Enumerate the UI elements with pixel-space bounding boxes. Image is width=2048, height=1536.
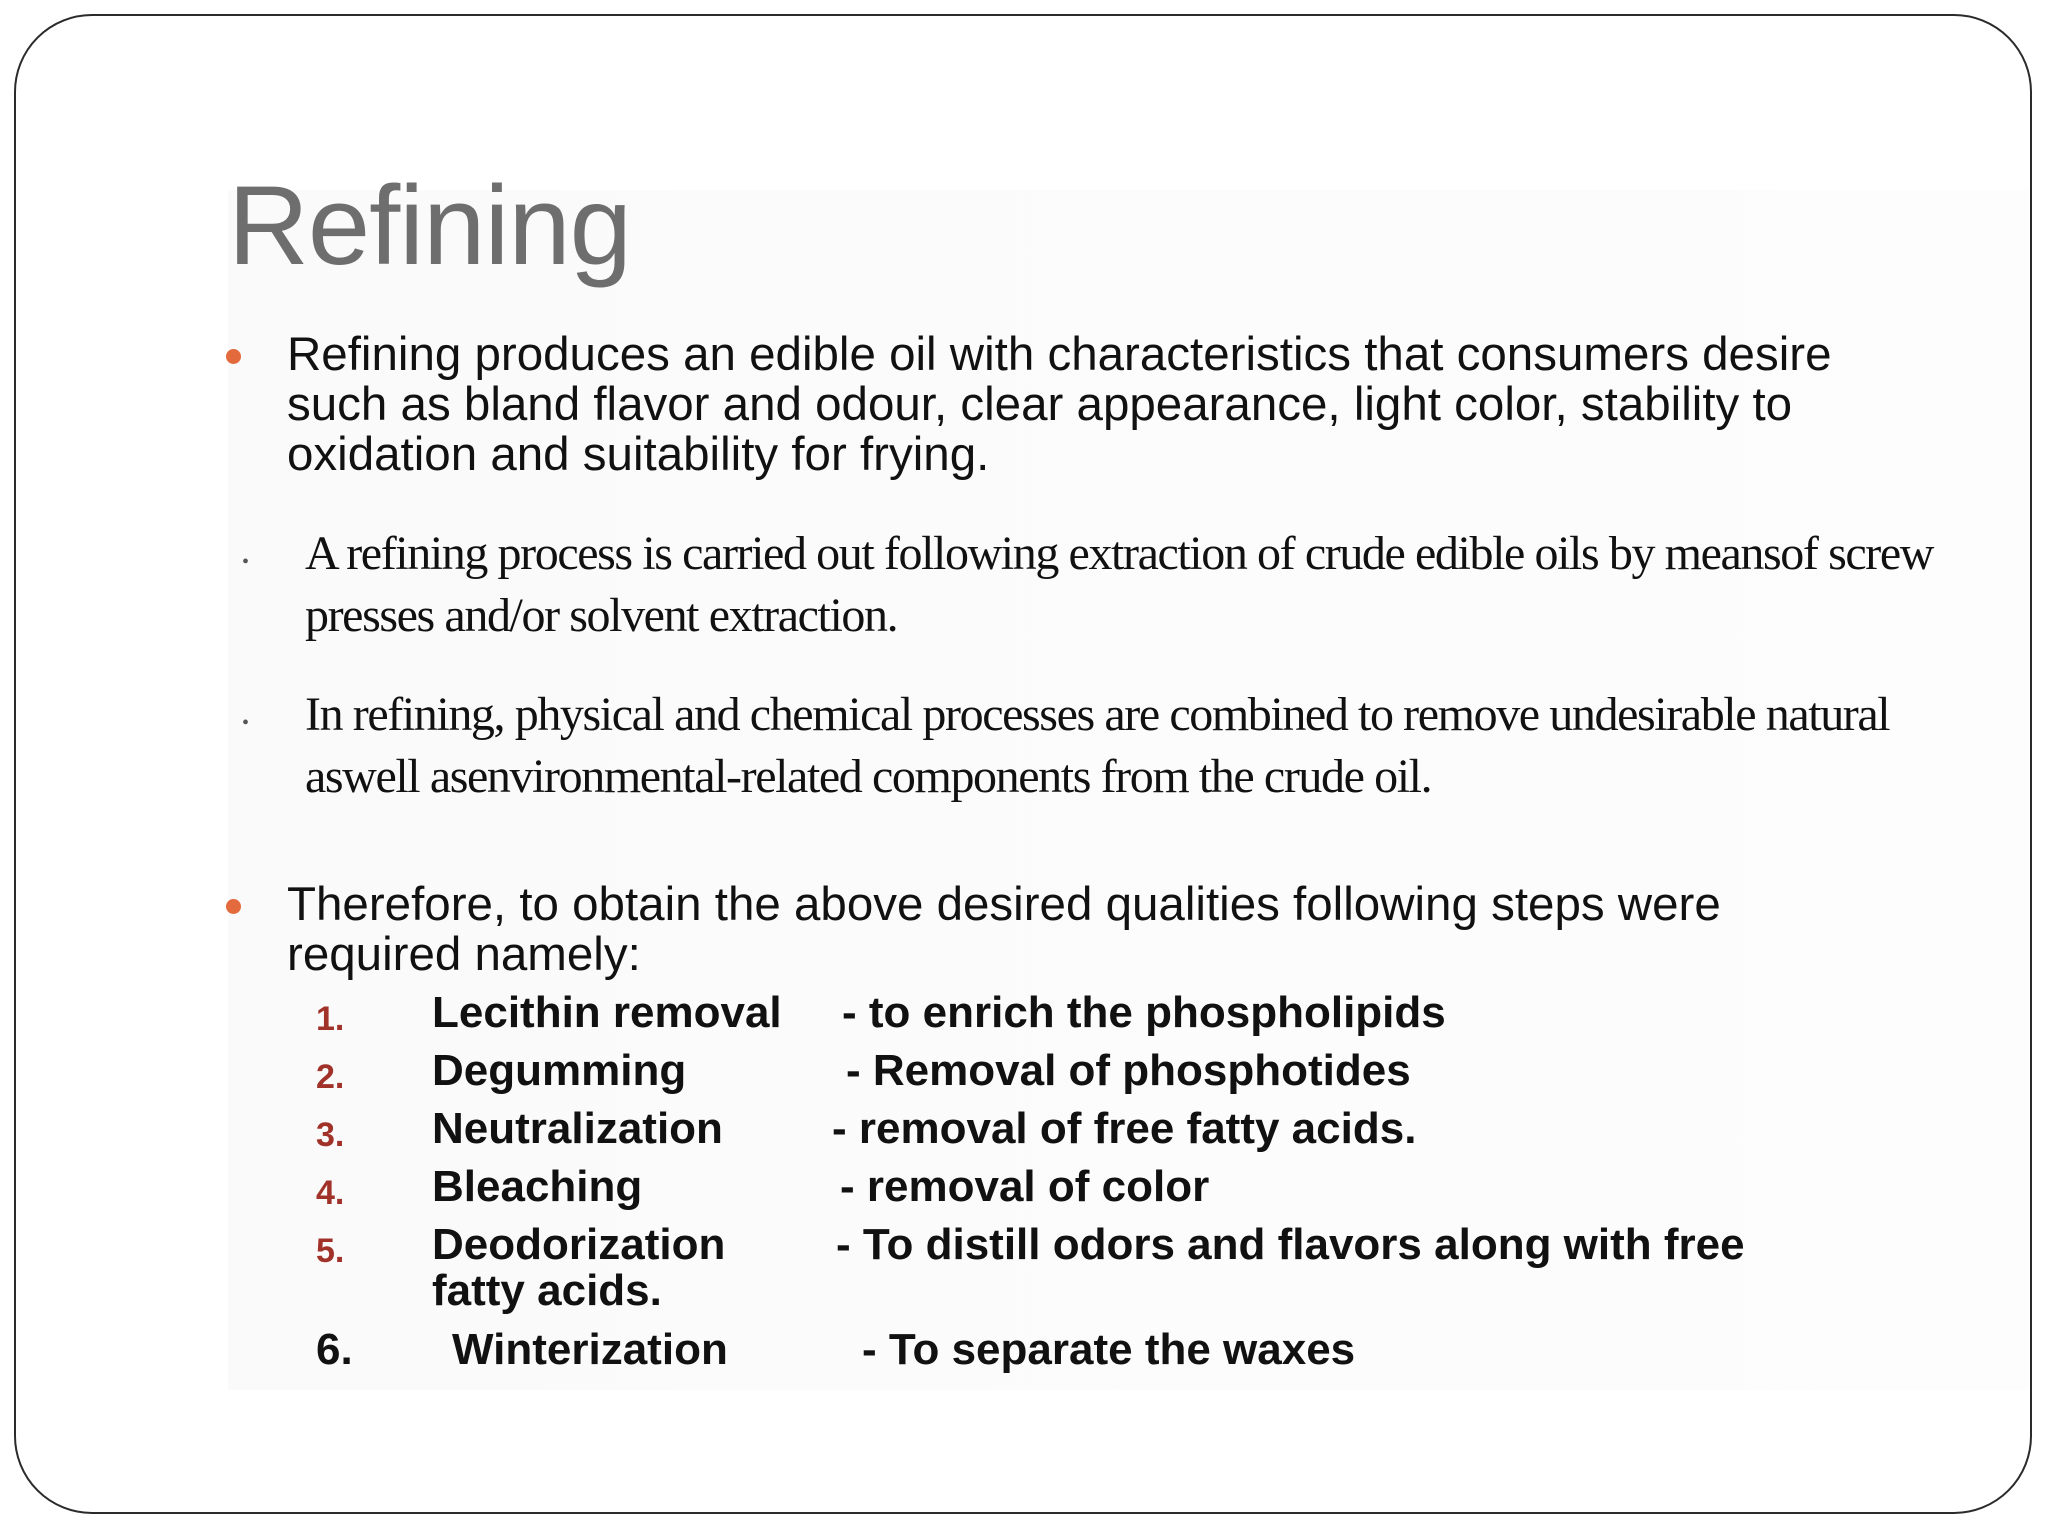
bullet-text: Refining produces an edible oil with characteristics that consumers desire such as bland flavor and odour, clear appearance, light color, stability to oxidation and suitability for frying. xyxy=(287,328,1832,481)
step-description: - to enrich the phospholipids xyxy=(842,988,1446,1037)
step-number: 4. xyxy=(316,1174,345,1212)
sub-bullet-marker: • xyxy=(242,551,248,573)
step-description: - To distill odors and flavors along with free xyxy=(836,1220,1745,1269)
step-number: 6. xyxy=(316,1325,353,1374)
sub-point-processes xyxy=(242,684,1945,808)
sub-point-text: A refining process is carried out following extraction of crude edible oils by meansof screw presses and/or solvent extraction. xyxy=(305,527,1934,642)
step-name: Lecithin removal xyxy=(432,988,782,1037)
step-name: Winterization xyxy=(452,1325,728,1374)
step-name: Neutralization xyxy=(432,1104,723,1153)
step-number: 2. xyxy=(316,1058,345,1096)
sub-bullet-marker: • xyxy=(242,712,248,734)
step-name: Deodorization xyxy=(432,1220,726,1269)
step-description-continued: fatty acids. xyxy=(432,1266,662,1315)
bullet-text: Therefore, to obtain the above desired qualities following steps were required namely: xyxy=(287,878,1721,981)
sub-point-extraction xyxy=(242,523,1945,647)
slide-title: Refining xyxy=(228,163,631,288)
step-description: - removal of color xyxy=(840,1162,1210,1211)
step-description: - To separate the waxes xyxy=(862,1325,1356,1374)
bullet-marker xyxy=(226,349,241,364)
sub-point-text: In refining, physical and chemical processes are combined to remove undesirable natural aswell asenvironmental-related components from the crude oil. xyxy=(305,688,1890,803)
bullet-marker xyxy=(226,899,241,914)
step-number: 3. xyxy=(316,1116,345,1154)
step-number: 5. xyxy=(316,1232,345,1270)
step-description: - Removal of phosphotides xyxy=(846,1046,1411,1095)
step-description: - removal of free fatty acids. xyxy=(832,1104,1417,1153)
bullet-steps-intro xyxy=(287,880,1847,980)
bullet-refining-definition xyxy=(287,330,1847,480)
step-number: 1. xyxy=(316,1000,345,1038)
step-name: Bleaching xyxy=(432,1162,643,1211)
step-name: Degumming xyxy=(432,1046,687,1095)
